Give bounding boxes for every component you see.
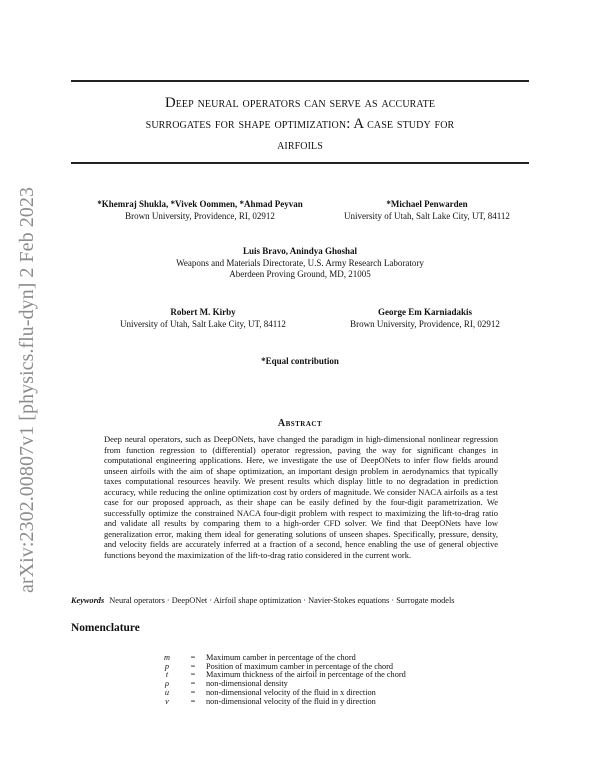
nomenclature-heading: Nomenclature (71, 622, 140, 634)
author-block (70, 199, 330, 222)
author-block (100, 246, 500, 281)
nomenclature-definition: Position of maximum camber in percentage of the chord (206, 661, 394, 671)
nomenclature-definition: non-dimensional velocity of the fluid in y direction (206, 696, 376, 706)
arxiv-stamp-text: arXiv:2302.00807v1 [physics.flu-dyn] 2 Feb 2023 (17, 199, 38, 593)
nomenclature-definition: Maximum thickness of the airfoil in percentage of the chord (206, 670, 406, 680)
title-top-rule (71, 80, 529, 82)
nomenclature-symbol: m (164, 653, 170, 662)
author-affiliation: University of Utah, Salt Lake City, UT, 84112 (344, 210, 510, 221)
nomenclature-symbol: t (165, 670, 169, 680)
nomenclature-equals: = (190, 661, 196, 671)
author-names: *Michael Penwarden (386, 199, 468, 209)
nomenclature-row (150, 698, 550, 707)
keywords-text: Neural operators · DeepONet · Airfoil shape optimization · Navier-Stokes equations · Surrogate models (109, 596, 455, 605)
nomenclature-symbol: u (164, 687, 170, 697)
title-line: airfoils (277, 137, 323, 153)
nomenclature-definition: Maximum camber in percentage of the chord (206, 653, 356, 662)
author-names: Luis Bravo, Anindya Ghoshal (242, 246, 358, 256)
title-bottom-rule (71, 162, 529, 164)
author-affiliation: Brown University, Providence, RI, 02912 (125, 210, 275, 221)
author-names: Robert M. Kirby (170, 307, 236, 317)
author-block (315, 307, 535, 330)
nomenclature-equals: = (190, 670, 196, 680)
abstract-text: Deep neural operators, such as DeepONets, have changed the paradigm in high-dimensional nonlinear regression from function regression to (differential) operator regression, paving the way for significant changes in computational engineering applications. Here, we investigate the use of DeepONets to infer flow fields around unseen airfoils with the aim of shape optimization, an important design problem in aerodynamics that typically taxes computational resources heavily. We present results which display little to no degradation in prediction accuracy, while reducing the online optimization cost by orders of magnitude. We consider NACA airfoils as a test case for our proposed approach, as their shape can be easily defined by the four-digit parametrization. We successfully optimize the constrained NACA four-digit problem with respect to maximizing the lift-to-drag ratio and validate all results by comparing them to a high-order CFD solver. We find that DeepONets have low generalization error, making them ideal for generating solutions of unseen shapes. Specifically, pressure, density, and velocity fields are accurately inferred at a fraction of a second, hence enabling the use of general objective functions beyond the maximization of the lift-to-drag ratio considered in the current work. (104, 434, 498, 561)
author-affiliation: Weapons and Materials Directorate, U.S. Army Research Laboratory (176, 257, 424, 268)
author-block (98, 307, 308, 330)
author-affiliation: University of Utah, Salt Lake City, UT, 84112 (120, 318, 286, 329)
nomenclature-equals: = (190, 696, 196, 706)
arxiv-stamp-svg (8, 185, 42, 595)
equal-contribution-note: *Equal contribution (261, 356, 339, 366)
author-affiliation: Brown University, Providence, RI, 02912 (350, 318, 500, 329)
nomenclature-symbol: ρ (165, 679, 169, 689)
nomenclature-definition: non-dimensional velocity of the fluid in x direction (206, 687, 376, 697)
arxiv-stamp (8, 185, 42, 595)
nomenclature-equals: = (190, 687, 196, 697)
nomenclature-symbol: p (164, 661, 170, 671)
nomenclature-symbol: v (165, 696, 169, 706)
nomenclature-list (150, 654, 550, 706)
keywords-line (71, 596, 531, 606)
paper-title (71, 93, 529, 156)
title-line: Deep neural operators can serve as accurate (164, 95, 436, 111)
author-names: George Em Karniadakis (378, 307, 472, 317)
nomenclature-definition: non-dimensional density (206, 679, 288, 689)
author-block (312, 199, 542, 222)
author-affiliation: Aberdeen Proving Ground, MD, 21005 (229, 269, 371, 279)
keywords-label: Keywords (71, 596, 105, 605)
nomenclature-equals: = (190, 653, 196, 662)
abstract-heading: Abstract (277, 418, 323, 429)
nomenclature-equals: = (190, 679, 196, 689)
author-names: *Khemraj Shukla, *Vivek Oommen, *Ahmad Peyvan (97, 199, 303, 209)
title-line: surrogates for shape optimization: A case study for (145, 116, 455, 132)
